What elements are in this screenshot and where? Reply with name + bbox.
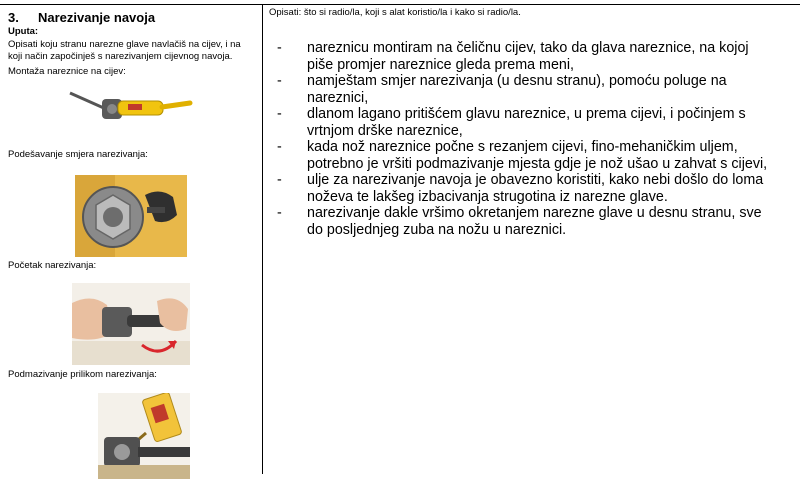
step-label-start: Početak narezivanja: [8, 260, 97, 271]
instructions-line-1: Opisati koju stranu narezne glave navlačiš na cijev, i na [8, 39, 241, 50]
step-label-oiling: Podmazivanje prilikom narezivanja: [8, 369, 157, 380]
answer-item [277, 73, 797, 106]
answer-item [277, 139, 797, 172]
handle-shape [138, 447, 190, 457]
bullet-dash: - [277, 139, 282, 155]
instructions-line-2: koji način započinješ s narezivanjem cijevnog navoja. [8, 51, 233, 62]
answer-line-1: narezivanje dakle vršimo okretanjem narezne glave u desnu stranu, sve [307, 205, 762, 221]
answer-item [277, 172, 797, 205]
bullet-dash: - [277, 172, 282, 188]
answer-item [277, 205, 797, 238]
section-number: 3. [8, 10, 19, 25]
section-title [8, 10, 155, 25]
answer-line-1: namještam smjer narezivanja (u desnu stranu), pomoću poluge na [307, 73, 727, 89]
answer-line-2: piše promjer nareznice gleda prema meni, [307, 56, 575, 73]
bullet-dash: - [277, 205, 282, 221]
answer-line-1: kada nož nareznice počne s rezanjem cijevi, fino-mehaničkim uljem, [307, 139, 738, 155]
step-label-direction: Podešavanje smjera narezivanja: [8, 149, 148, 160]
start-threading-image [72, 283, 190, 365]
right-column-header: Opisati: što si radio/la, koji s alat koristio/la i kako si radio/la. [269, 7, 521, 18]
ratchet-threader-image [68, 83, 193, 133]
bullet-dash: - [277, 40, 282, 56]
answer-line-1: ulje za narezivanje navoja je obavezno koristiti, kako nebi došlo do loma [307, 172, 764, 188]
left-column [0, 5, 262, 474]
answer-line-2: noževa te lakšeg izbacivanja strugotina iz narezne glave. [307, 188, 668, 205]
answer-item [277, 106, 797, 139]
oiling-image [98, 393, 190, 479]
section-title-text: Narezivanje navoja [38, 10, 156, 25]
answer-item [277, 40, 797, 73]
answer-line-2: potrebno je vršiti podmazivanje mjesta gdje je nož ušao u zahvat s cijevi, [307, 155, 768, 172]
right-column [263, 5, 800, 474]
bullet-dash: - [277, 106, 282, 122]
bullet-dash: - [277, 73, 282, 89]
answer-line-1: nareznicu montiram na čeličnu cijev, tako da glava nareznice, na kojoj [307, 40, 749, 56]
answer-line-2: vrtnjom drške nareznice, [307, 122, 463, 139]
answer-line-2: do posljednjeg zuba na nožu u nareznici. [307, 221, 567, 238]
instructions-heading: Uputa: [8, 26, 39, 37]
direction-lever-image [75, 175, 187, 257]
answer-list [277, 40, 797, 238]
answer-line-2: nareznici, [307, 89, 369, 106]
answer-line-1: dlanom lagano pritišćem glavu nareznice, u prema cijevi, i počinjem s [307, 106, 746, 122]
step-label-mounting: Montaža nareznice na cijev: [8, 66, 126, 77]
